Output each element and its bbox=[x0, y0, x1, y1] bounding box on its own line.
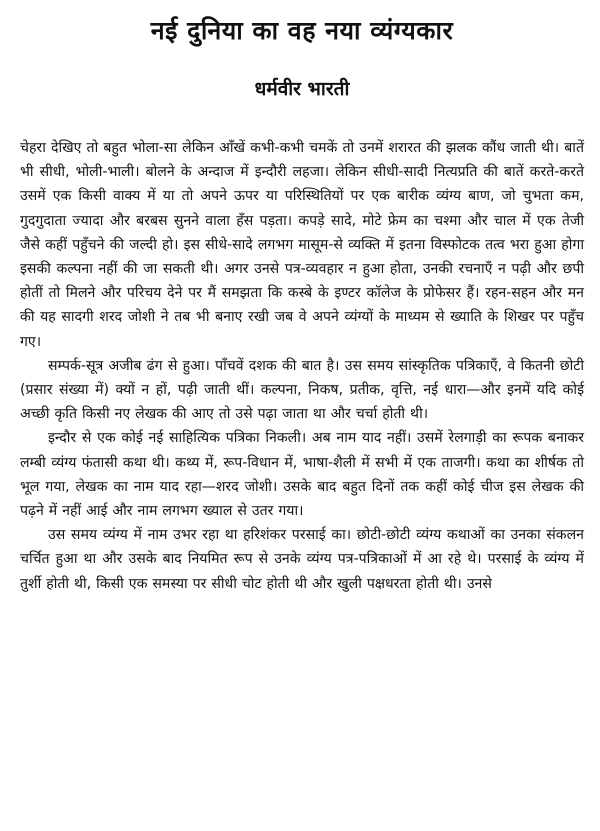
author-name: धर्मवीर भारती bbox=[254, 78, 350, 100]
paragraph-4: उस समय व्यंग्य में नाम उभर रहा था हरिशंकर परसाई का। छोटी-छोटी व्यंग्य कथाओं का उनका संकलन चर्चित हुआ था और उसके बाद नियमित रूप से उनके व्यंग्य पत्र-पत्रिकाओं में आ रहे थे। परसाई के व्यंग्य में तुर्शी होती थी, किसी एक समस्या पर सीधी चोट होती थी और खुली पक्षधरता होती थी। उनसे bbox=[20, 527, 584, 592]
paragraph-3: इन्दौर से एक कोई नई साहित्यिक पत्रिका निकली। अब नाम याद नहीं। उसमें रेलगाड़ी का रूपक बनाकर लम्बी व्यंग्य फंतासी कथा थी। कथ्य में, रूप-विधान में, भाषा-शैली में सभी में एक ताजगी। कथा का शीर्षक तो भूल गया, लेखक का नाम याद रहा—शरद जोशी। उसके बाद बहुत दिनों तक कहीं कोई चीज इस लेखक की पढ़ने में नहीं आई और नाम लगभग ख्याल से उतर गया। bbox=[20, 430, 584, 520]
paragraph-1: चेहरा देखिए तो बहुत भोला-सा लेकिन आँखें कभी-कभी चमकें तो उनमें शरारत की झलक कौंध जाती थी। बातें भी सीधी, भोली-भाली। बोलने के अन्दाज में इन्दौरी लहजा। लेकिन सीधी-सादी नित्यप्रति की बातें करते-करते उसमें एक किसी वाक्य में या तो अपने ऊपर या परिस्थितियों पर एक बारीक व्यंग्य बाण, जो चुभता कम, गुदगुदाता ज्यादा और बरबस सुनने वाला हँस पड़ता। कपड़े सादे, मोटे फ्रेम का चश्मा और चाल में एक तेजी जैसे कहीं पहुँचने की जल्दी हो। इस सीधे-सादे लगभग मासूम-से व्यक्ति में इतना विस्फोटक तत्व भरा हुआ होगा इसकी कल्पना नहीं की जा सकती थी। अगर उनसे पत्र-व्यवहार न हुआ होता, उनकी रचनाएँ न पढ़ी और छपी होतीं तो मिलने और परिचय देने पर मैं समझता कि कस्बे के इण्टर कॉलेज के प्रोफेसर हैं। रहन-सहन और मन की यह सादगी शरद जोशी ने तब भी बनाए रखी जब वे अपने व्यंग्यों के माध्यम से ख्याति के शिखर पर पहुँच गए। bbox=[20, 140, 584, 350]
chapter-title: नई दुनिया का वह नया व्यंग्यकार bbox=[150, 16, 454, 45]
paragraph-2: सम्पर्क-सूत्र अजीब ढंग से हुआ। पाँचवें दशक की बात है। उस समय सांस्कृतिक पत्रिकाएँ, वे कितनी छोटी (प्रसार संख्या में) क्यों न हों, पढ़ी जाती थीं। कल्पना, निकष, प्रतीक, वृत्ति, नई धारा—और इनमें यदि कोई अच्छी कृति किसी नए लेखक की आए तो उसे पढ़ा जाता था और चर्चा होती थी। bbox=[20, 357, 584, 423]
chapter-body bbox=[20, 136, 584, 596]
